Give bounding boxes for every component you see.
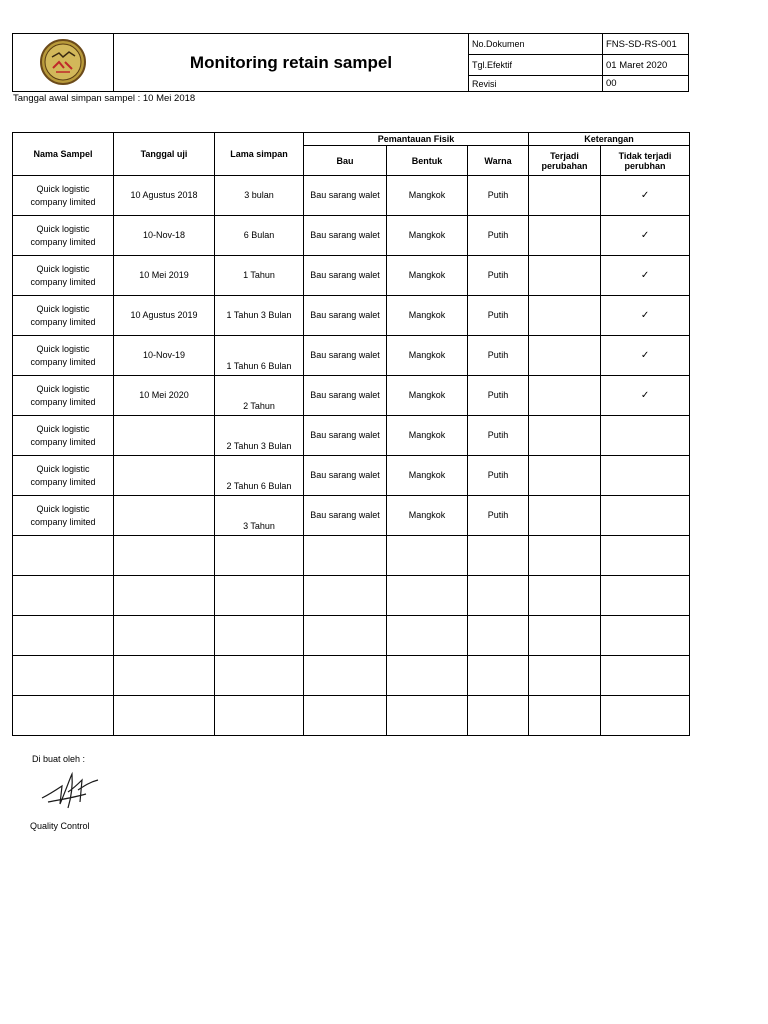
empty-cell — [601, 696, 690, 736]
cell-bau: Bau sarang walet — [304, 216, 387, 256]
header-terjadi-perubahan — [529, 146, 601, 176]
empty-cell — [529, 536, 601, 576]
cell-warna: Putih — [468, 216, 529, 256]
table-row — [13, 336, 690, 376]
cell-nama-sampel — [13, 176, 114, 216]
empty-cell — [601, 656, 690, 696]
cell-bau: Bau sarang walet — [304, 296, 387, 336]
cell-bentuk: Mangkok — [387, 216, 468, 256]
cell-terjadi-perubahan — [529, 176, 601, 216]
cell-warna: Putih — [468, 336, 529, 376]
empty-cell — [387, 536, 468, 576]
cell-tanggal-uji: 10 Mei 2019 — [114, 256, 215, 296]
cell-nama-sampel — [13, 416, 114, 456]
cell-warna: Putih — [468, 376, 529, 416]
cell-bentuk: Mangkok — [387, 416, 468, 456]
cell-tanggal-uji: 10 Mei 2020 — [114, 376, 215, 416]
cell-terjadi-perubahan — [529, 496, 601, 536]
cell-tanggal-uji: 10 Agustus 2019 — [114, 296, 215, 336]
start-date-note: Tanggal awal simpan sampel : 10 Mei 2018 — [13, 93, 196, 104]
cell-warna: Putih — [468, 296, 529, 336]
empty-cell — [13, 696, 114, 736]
cell-lama-simpan: 2 Tahun — [215, 376, 304, 416]
nama-line1: Quick logistic — [36, 223, 90, 234]
empty-cell — [215, 696, 304, 736]
table-row — [13, 456, 690, 496]
table-row — [13, 656, 690, 696]
nama-line2: company limited — [30, 476, 96, 487]
empty-cell — [114, 616, 215, 656]
empty-cell — [387, 616, 468, 656]
cell-bau: Bau sarang walet — [304, 336, 387, 376]
empty-cell — [304, 536, 387, 576]
doc-number-value: FNS-SD-RS-001 — [603, 34, 689, 55]
cell-bau: Bau sarang walet — [304, 416, 387, 456]
nama-line2: company limited — [30, 396, 96, 407]
table-row — [13, 376, 690, 416]
cell-terjadi-perubahan — [529, 336, 601, 376]
header-tidak-line1: Tidak terjadi — [618, 150, 672, 161]
revision-value: 00 — [603, 76, 689, 92]
cell-bau: Bau sarang walet — [304, 376, 387, 416]
cell-nama-sampel — [13, 216, 114, 256]
cell-nama-sampel — [13, 456, 114, 496]
cell-tanggal-uji: 10-Nov-18 — [114, 216, 215, 256]
empty-cell — [304, 616, 387, 656]
table-row — [13, 536, 690, 576]
cell-terjadi-perubahan — [529, 296, 601, 336]
cell-bau: Bau sarang walet — [304, 496, 387, 536]
empty-cell — [114, 536, 215, 576]
cell-lama-simpan: 1 Tahun — [215, 256, 304, 296]
cell-nama-sampel — [13, 496, 114, 536]
empty-cell — [529, 576, 601, 616]
cell-tidak-terjadi — [601, 456, 690, 496]
cell-warna: Putih — [468, 176, 529, 216]
cell-bentuk: Mangkok — [387, 456, 468, 496]
cell-warna: Putih — [468, 416, 529, 456]
empty-cell — [468, 696, 529, 736]
nama-line1: Quick logistic — [36, 383, 90, 394]
empty-cell — [468, 536, 529, 576]
empty-cell — [304, 656, 387, 696]
empty-cell — [215, 656, 304, 696]
cell-tidak-terjadi: ✓ — [601, 216, 690, 256]
empty-cell — [114, 576, 215, 616]
empty-cell — [13, 536, 114, 576]
cell-tidak-terjadi: ✓ — [601, 376, 690, 416]
cell-tidak-terjadi: ✓ — [601, 296, 690, 336]
effective-date-label: Tgl.Efektif — [469, 55, 603, 76]
table-row — [13, 616, 690, 656]
cell-bentuk: Mangkok — [387, 496, 468, 536]
retain-sample-table — [12, 132, 690, 736]
nama-line1: Quick logistic — [36, 503, 90, 514]
cell-lama-simpan: 1 Tahun 6 Bulan — [215, 336, 304, 376]
header-lama-simpan: Lama simpan — [215, 133, 304, 176]
header-tidak-terjadi — [601, 146, 690, 176]
table-row — [13, 176, 690, 216]
empty-cell — [387, 696, 468, 736]
cell-terjadi-perubahan — [529, 256, 601, 296]
nama-line2: company limited — [30, 316, 96, 327]
doc-number-label: No.Dokumen — [469, 34, 603, 55]
made-by-label: Di buat oleh : — [32, 754, 86, 764]
empty-cell — [215, 616, 304, 656]
page-title: Monitoring retain sampel — [114, 34, 469, 92]
cell-warna: Putih — [468, 456, 529, 496]
cell-terjadi-perubahan — [529, 376, 601, 416]
cell-bentuk: Mangkok — [387, 336, 468, 376]
header-keterangan: Keterangan — [529, 133, 690, 146]
header-warna: Warna — [468, 146, 529, 176]
cell-nama-sampel — [13, 256, 114, 296]
cell-tanggal-uji — [114, 496, 215, 536]
effective-date-value: 01 Maret 2020 — [603, 55, 689, 76]
nama-line2: company limited — [30, 356, 96, 367]
nama-line1: Quick logistic — [36, 463, 90, 474]
cell-tidak-terjadi: ✓ — [601, 336, 690, 376]
cell-tanggal-uji: 10 Agustus 2018 — [114, 176, 215, 216]
empty-cell — [468, 616, 529, 656]
cell-bentuk: Mangkok — [387, 176, 468, 216]
cell-bau: Bau sarang walet — [304, 256, 387, 296]
empty-cell — [601, 576, 690, 616]
header-tanggal-uji: Tanggal uji — [114, 133, 215, 176]
nama-line2: company limited — [30, 276, 96, 287]
cell-bentuk: Mangkok — [387, 296, 468, 336]
cell-tanggal-uji — [114, 416, 215, 456]
nama-line2: company limited — [30, 196, 96, 207]
empty-cell — [468, 576, 529, 616]
cell-nama-sampel — [13, 296, 114, 336]
empty-cell — [387, 576, 468, 616]
cell-terjadi-perubahan — [529, 216, 601, 256]
table-row — [13, 216, 690, 256]
header-bau: Bau — [304, 146, 387, 176]
empty-cell — [114, 696, 215, 736]
empty-cell — [601, 536, 690, 576]
header-terjadi-line2: perubahan — [541, 160, 588, 171]
cell-tanggal-uji — [114, 456, 215, 496]
header-tidak-line2: perubhan — [624, 160, 666, 171]
empty-cell — [215, 576, 304, 616]
cell-lama-simpan: 6 Bulan — [215, 216, 304, 256]
cell-terjadi-perubahan — [529, 416, 601, 456]
cell-bentuk: Mangkok — [387, 376, 468, 416]
nama-line2: company limited — [30, 516, 96, 527]
cell-lama-simpan: 2 Tahun 6 Bulan — [215, 456, 304, 496]
empty-cell — [13, 616, 114, 656]
nama-line1: Quick logistic — [36, 303, 90, 314]
table-row — [13, 416, 690, 456]
empty-cell — [304, 576, 387, 616]
nama-line1: Quick logistic — [36, 263, 90, 274]
table-row — [13, 576, 690, 616]
signature-icon — [38, 768, 102, 814]
header-nama-sampel: Nama Sampel — [13, 133, 114, 176]
cell-nama-sampel — [13, 336, 114, 376]
cell-lama-simpan: 3 Tahun — [215, 496, 304, 536]
cell-bau: Bau sarang walet — [304, 176, 387, 216]
logo-cell — [13, 34, 114, 92]
cell-bau: Bau sarang walet — [304, 456, 387, 496]
table-row — [13, 496, 690, 536]
cell-tanggal-uji: 10-Nov-19 — [114, 336, 215, 376]
empty-cell — [601, 616, 690, 656]
empty-cell — [387, 656, 468, 696]
cell-terjadi-perubahan — [529, 456, 601, 496]
empty-cell — [529, 696, 601, 736]
cell-tidak-terjadi: ✓ — [601, 176, 690, 216]
table-row — [13, 296, 690, 336]
cell-warna: Putih — [468, 496, 529, 536]
empty-cell — [529, 656, 601, 696]
role-label: Quality Control — [30, 821, 90, 831]
cell-bentuk: Mangkok — [387, 256, 468, 296]
nama-line2: company limited — [30, 436, 96, 447]
header-terjadi-line1: Terjadi — [550, 150, 579, 161]
cell-lama-simpan: 3 bulan — [215, 176, 304, 216]
empty-cell — [468, 656, 529, 696]
empty-cell — [13, 576, 114, 616]
empty-cell — [114, 656, 215, 696]
company-logo-icon — [39, 38, 87, 86]
document-header — [12, 33, 689, 92]
nama-line1: Quick logistic — [36, 183, 90, 194]
table-row — [13, 696, 690, 736]
nama-line1: Quick logistic — [36, 423, 90, 434]
empty-cell — [13, 656, 114, 696]
empty-cell — [529, 616, 601, 656]
header-bentuk: Bentuk — [387, 146, 468, 176]
header-pemantauan-fisik: Pemantauan Fisik — [304, 133, 529, 146]
cell-nama-sampel — [13, 376, 114, 416]
empty-cell — [215, 536, 304, 576]
cell-tidak-terjadi: ✓ — [601, 256, 690, 296]
empty-cell — [304, 696, 387, 736]
nama-line1: Quick logistic — [36, 343, 90, 354]
cell-tidak-terjadi — [601, 496, 690, 536]
cell-tidak-terjadi — [601, 416, 690, 456]
revision-label: Revisi — [469, 76, 603, 92]
cell-lama-simpan: 1 Tahun 3 Bulan — [215, 296, 304, 336]
table-row — [13, 256, 690, 296]
nama-line2: company limited — [30, 236, 96, 247]
cell-warna: Putih — [468, 256, 529, 296]
cell-lama-simpan: 2 Tahun 3 Bulan — [215, 416, 304, 456]
